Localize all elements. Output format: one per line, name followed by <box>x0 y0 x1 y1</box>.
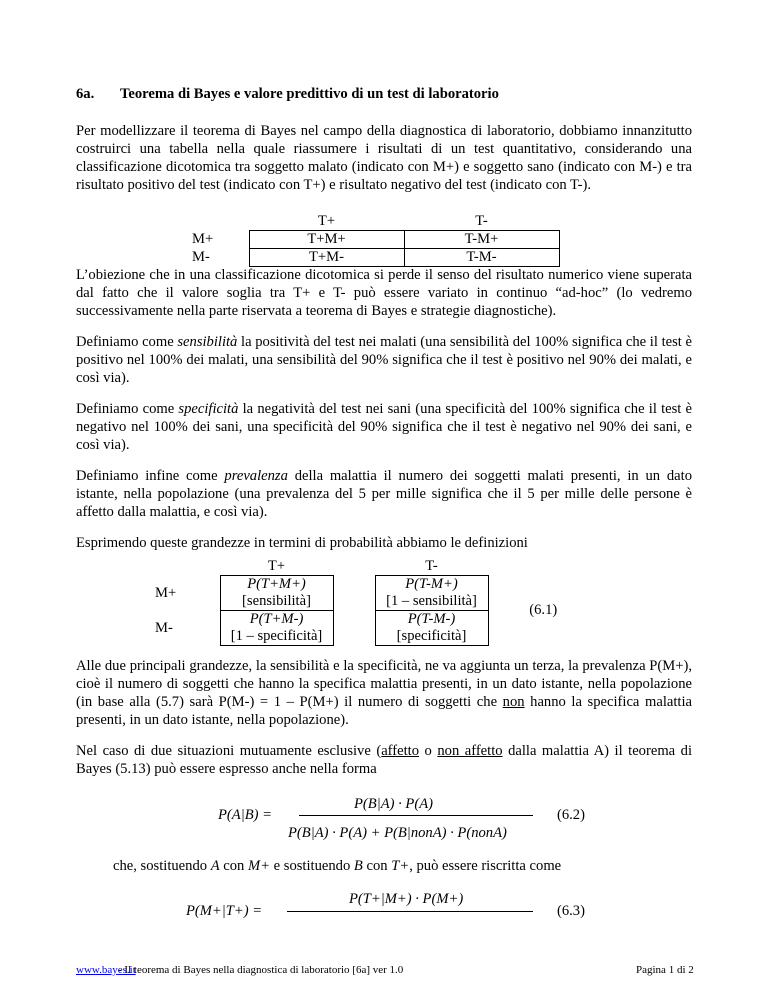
equation-number-6-1: (6.1) <box>529 602 558 618</box>
section-heading <box>76 85 499 103</box>
paragraph-prevalence: Definiamo infine come prevalenza della malattia il numero dei soggetti malati presenti, in un dato istante, nella popolazione (una prevalenza del 5 per mille significa che il 5 per mille delle persone è affetto dalla malattia, e così via). <box>76 468 692 520</box>
paragraph-prevalence-def: Alle due principali grandezze, la sensibilità e la specificità, ne va aggiunta un terza, la prevalenza P(M+), cioè il numero di soggetti che hanno la specifica malattia presenti, in un dato istante, nella popolazione (in base alla (5.7) sarà P(M-) = 1 – P(M+) il numero di soggetti che non hanno la specifica malattia presenti, in un dato istante, nella popolazione). <box>76 658 692 728</box>
term-sensitivity: sensibilità <box>177 334 238 350</box>
paragraph-substitution: che, sostituendo A con M+ e sostituendo B con T+, può essere riscritta come <box>113 858 562 874</box>
eq63-numerator: P(T+|M+) · P(M+) <box>349 891 464 907</box>
cell-tminus-mminus: T-M- <box>404 249 559 267</box>
term-specificity: specificità <box>178 401 239 417</box>
cell-false-negative: P(T-M+) [1 – sensibilità] <box>375 576 488 611</box>
underlined-non: non <box>502 694 525 710</box>
eq62-fraction-bar <box>299 815 533 816</box>
footer-doc-title: - Il teorema di Bayes nella diagnostica di laboratorio [6a] ver 1.0 <box>118 964 404 976</box>
eq63-fraction-bar <box>287 911 533 912</box>
cell-tplus-mminus: T+M- <box>249 249 404 267</box>
term-prevalence: prevalenza <box>224 468 288 484</box>
paragraph-intro: Per modellizzare il teorema di Bayes nel campo della diagnostica di laboratorio, dobbiamo innanzitutto costruirci una tabella nella quale riassumere i risultati di un test quantitativo, considerando una classificazione dicotomica tra soggetto malato (indicato con M+) e soggetto sano (indicato con M-) e tra risultato positivo del test (indicato con T+) e risultato negativo del test (indicato con T-). <box>76 123 692 193</box>
paragraph-sensitivity: Definiamo come sensibilità la positività del test nei malati (una sensibilità del 100% significa che il test è positivo nel 100% dei malati, una sensibilità del 90% significa che il test è positivo nel 90% dei malati, e così via). <box>76 334 692 386</box>
paragraph-specificity: Definiamo come specificità la negatività del test nei sani (una specificità del 100% significa che il test è negativo nel 100% dei sani, una specificità del 90% significa che il test è negativo nel 90% dei sani, e così via). <box>76 401 693 453</box>
underlined-affetto: affetto <box>381 743 420 759</box>
eq62-numerator: P(B|A) · P(A) <box>354 796 433 812</box>
row-label-mplus-2: M+ <box>155 584 177 601</box>
equation-number-6-3: (6.3) <box>557 903 585 919</box>
row-label-mplus: M+ <box>192 231 214 247</box>
col-header-tplus-2: T+ <box>267 558 286 574</box>
paragraph-probability-intro: Esprimendo queste grandezze in termini di probabilità abbiamo le definizioni <box>76 535 528 551</box>
eq62-denominator: P(B|A) · P(A) + P(B|nonA) · P(nonA) <box>288 825 507 841</box>
footer-website-link[interactable]: www.bayes.it <box>76 964 136 976</box>
section-title: Teorema di Bayes e valore predittivo di un test di laboratorio <box>120 86 499 102</box>
cell-tplus-mplus: T+M+ <box>249 231 404 249</box>
paragraph-objection: L’obiezione che in una classificazione dicotomica si perde il senso del risultato numerico viene superata dal fatto che il valore soglia tra T+ e T- può essere variato in continuo “ad-hoc” (lo vedremo successivamente nella parte riservata a teorema di Bayes e strategie diagnostiche). <box>76 267 692 319</box>
cell-tminus-mplus: T-M+ <box>404 231 559 249</box>
row-label-mminus: M- <box>192 249 210 265</box>
cell-false-positive: P(T+M-) [1 – specificità] <box>220 611 333 646</box>
col-header-tplus: T+ <box>317 213 336 229</box>
cell-sensitivity: P(T+M+) [sensibilità] <box>220 576 333 611</box>
probability-table <box>155 558 598 646</box>
cell-specificity: P(T-M-) [specificità] <box>375 611 488 646</box>
eq63-lhs: P(M+|T+) = <box>186 903 263 919</box>
underlined-non-affetto: non affetto <box>437 743 503 759</box>
footer-page-number: Pagina 1 di 2 <box>636 964 694 976</box>
eq62-lhs: P(A|B) = <box>218 807 272 823</box>
contingency-table <box>192 213 560 267</box>
col-header-tminus-2: T- <box>425 558 438 574</box>
section-number: 6a. <box>76 86 95 102</box>
paragraph-bayes-form: Nel caso di due situazioni mutuamente esclusive (affetto o non affetto dalla malattia A) il teorema di Bayes (5.13) può essere espresso anche nella forma <box>76 743 693 777</box>
col-header-tminus: T- <box>475 213 488 229</box>
equation-number-6-2: (6.2) <box>557 807 585 823</box>
row-label-mminus-2: M- <box>155 619 173 636</box>
